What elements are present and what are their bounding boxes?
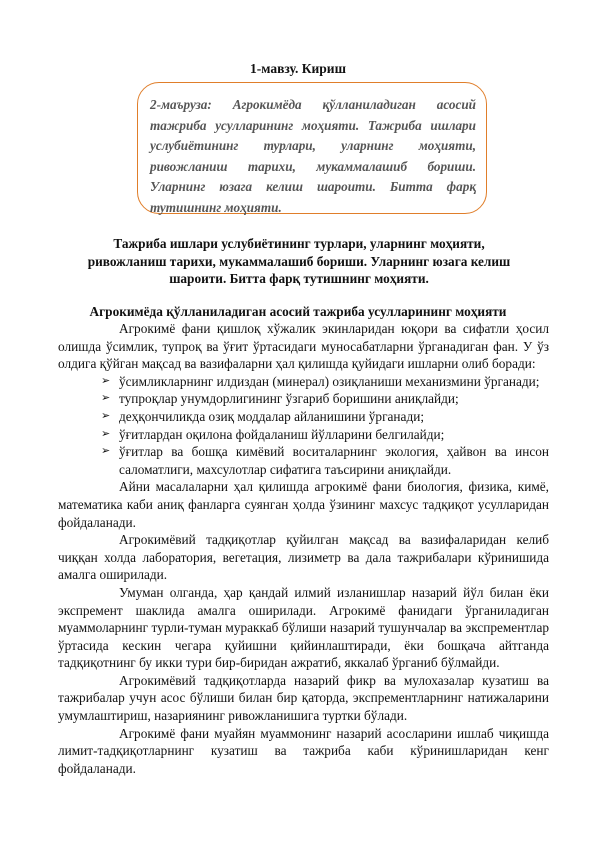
list-item-text: ўсимликларнинг илдиздан (минерал) озиқланиши механизмини ўрганади; <box>119 373 540 389</box>
arrow-bullet-icon: ➢ <box>101 445 111 458</box>
arrow-bullet-icon: ➢ <box>101 427 111 440</box>
list-item-text: тупроқлар унумдорлигининг ўзгариб боришини аниқлайди; <box>119 391 459 407</box>
list-item-text: деҳқончиликда озиқ моддалар айланишини ўрганади; <box>119 408 425 424</box>
paragraph: Агрокимёвий тадқиқотлар қуйилган мақсад ва вазифаларидан келиб чиққан холда лаборатория, вегетация, лизиметр ва дала тажрибалари кўринишида амалга оширилади. <box>58 532 549 583</box>
topic-subtitle: Тажриба ишлари услубиётининг турлари, уларнинг моҳияти, ривожланиш тарихи, мукаммалашиб бориши. Уларнинг юзага келиш шароити. Битта фарқ тутишнинг моҳияти. <box>87 236 511 287</box>
page-title: 1-мавзу. Кириш <box>250 61 346 76</box>
list-item <box>101 373 549 391</box>
paragraph: Айни масалаларни ҳал қилишда агрокимё фани биология, физика, кимё, математика каби аниқ фанларга суянган ҳолда ўзининг махсус тадқиқот усулларидан фойдаланади. <box>58 479 549 530</box>
body-text <box>58 320 549 777</box>
paragraph: Умуман олганда, ҳар қандай илмий изланишлар назарий йўл билан ёки экспремент шаклида амалга оширилади. Агрокимё фанидаги ўрганиладиган муаммоларнинг турли-туман мураккаб бўлиши назарий тушунчалар ва экспрементлар ўртасида кескин чегара қуйишни қийинлаштиради, ёки бошқача айтганда тадқиқотнинг бу икки тури бир-биридан ажратиб, яккалаб ўрганиб бўлмайди. <box>58 584 549 671</box>
list-item-text: ўғитлар ва бошқа кимёвий воситаларнинг экология, ҳайвон ва инсон саломатлиги, махсулотлар сифатига таъсирини аниқлайди. <box>119 444 549 477</box>
arrow-bullet-icon: ➢ <box>101 409 111 422</box>
arrow-bullet-icon: ➢ <box>101 374 111 387</box>
paragraph: Агрокимёвий тадқиқотларда назарий фикр ва мулохазалар кузатиш ва тажрибалар учун асос бўлиши билан бир қаторда, экспрементларнинг натижаларини умумлаштириш, назариянинг ривожланишига туртки бўлади. <box>58 672 549 724</box>
list-item <box>101 408 549 426</box>
section-heading: Агрокимёда қўлланиладиган асосий тажриба усулларининг моҳияти <box>89 304 507 319</box>
list-item <box>101 390 549 408</box>
list-item-text: ўғитлардан оқилона фойдаланиш йўлларини белгилайди; <box>119 426 445 442</box>
arrow-bullet-icon: ➢ <box>101 392 111 405</box>
lecture-note-box: 2-маъруза: Агрокимёда қўлланиладиган асосий тажриба усулларининг моҳияти. Тажриба ишлари услубиётининг турлари, уларнинг моҳияти, ривожланиш тарихи, мукаммалашиб бориши. Уларнинг юзага келиш шароити. Битта фарқ тутишнинг моҳияти. <box>137 82 487 214</box>
intro-paragraph: Агрокимё фани қишлоқ хўжалик экинларидан юқори ва сифатли ҳосил олишда ўсимлик, тупроқ ва ўғит ўртасидаги муносабатларни ўрганадиган фан. У ўз олдига қўйган мақсад ва вазифаларни ҳал қилишда қуйидаги ишларни олиб боради: <box>58 321 549 372</box>
task-list <box>58 373 549 479</box>
list-item <box>101 443 549 478</box>
paragraph: Агрокимё фани муайян муаммонинг назарий асосларини ишлаб чиқишда лимит-тадқиқотларнинг кузатиш ва тажриба каби кўринишларидан кенг фойдаланади. <box>58 725 549 776</box>
list-item <box>101 426 549 444</box>
